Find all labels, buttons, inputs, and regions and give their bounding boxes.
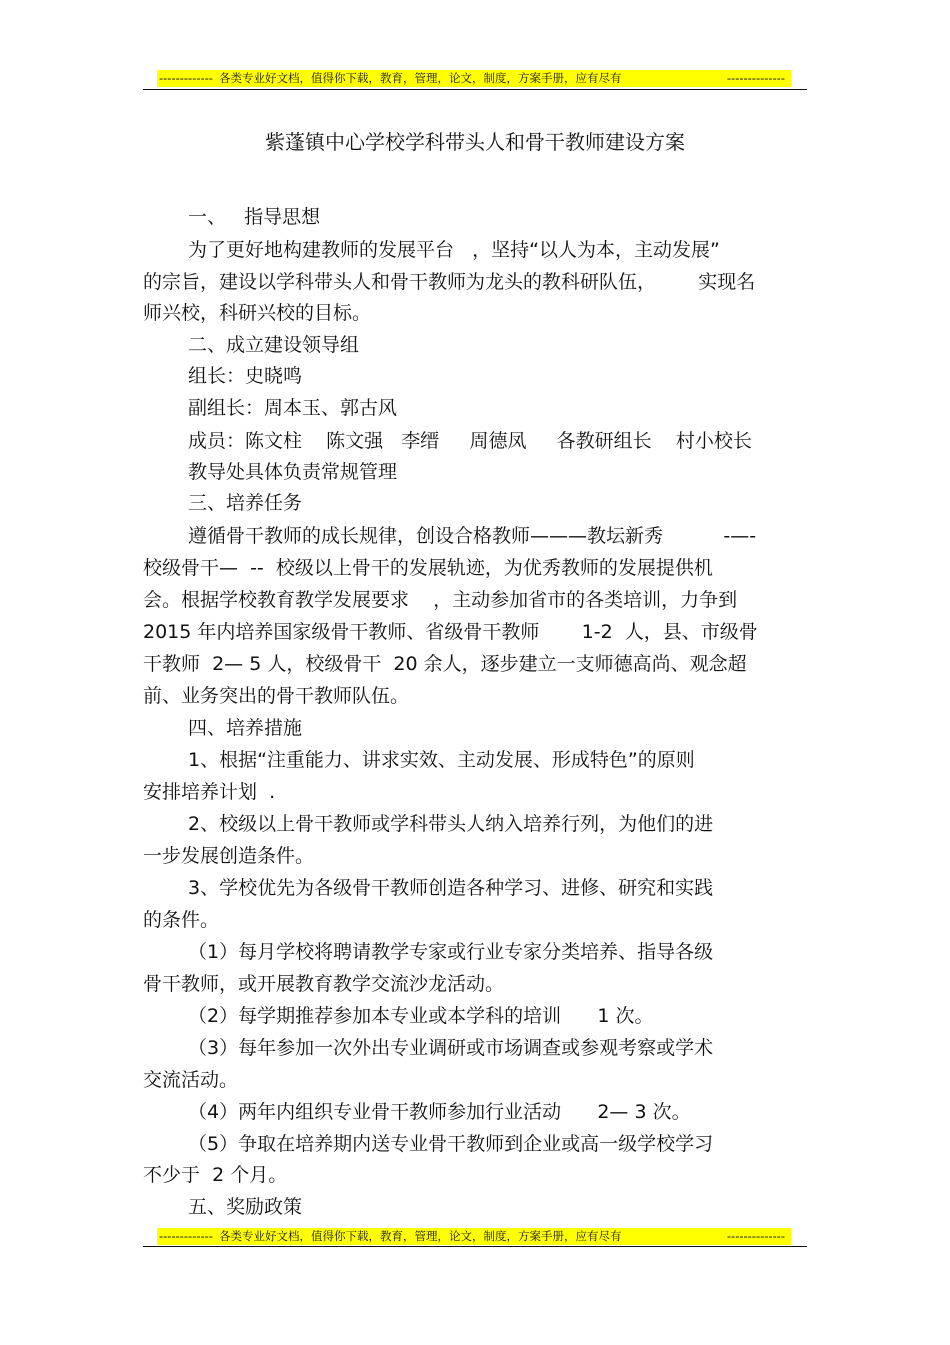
body-line: 成员：陈文柱 陈文强 李缙 周德凤 各教研组长 村小校长 — [188, 430, 752, 452]
footer-banner — [157, 1228, 791, 1245]
body-line: 骨干教师，或开展教育教学交流沙龙活动。 — [143, 973, 505, 995]
body-line: （4）两年内组织专业骨干教师参加行业活动 2— 3 次。 — [188, 1101, 691, 1123]
body-line: 前、业务突出的骨干教师队伍。 — [143, 685, 410, 707]
body-line: 不少于 2 个月。 — [143, 1164, 288, 1186]
document-title: 紫蓬镇中心学校学科带头人和骨干教师建设方案 — [265, 130, 685, 154]
body-line: 为了更好地构建教师的发展平台 ，坚持“以人为本，主动发展” — [188, 239, 720, 261]
body-line: 1、根据“注重能力、讲求实效、主动发展、形成特色”的原则 — [188, 749, 695, 771]
body-line: 遵循骨干教师的成长规律，创设合格教师———教坛新秀 -—- — [188, 525, 757, 547]
body-line: （2）每学期推荐参加本专业或本学科的培训 1 次。 — [188, 1005, 654, 1027]
footer-banner-dashes-right: -------------- — [726, 1229, 785, 1243]
body-line: 的条件。 — [143, 909, 220, 931]
section-heading-2: 二、成立建设领导组 — [188, 334, 360, 356]
body-line: 校级骨干— -- 校级以上骨干的发展轨迹，为优秀教师的发展提供机 — [143, 557, 713, 579]
header-rule — [143, 89, 807, 90]
body-line: 教导处具体负责常规管理 — [188, 461, 398, 483]
body-line: 组长：史晓鸣 — [188, 365, 303, 387]
section-heading-1: 一、 指导思想 — [188, 206, 321, 228]
body-line: （1）每月学校将聘请教学专家或行业专家分类培养、指导各级 — [188, 941, 714, 963]
section-heading-3: 三、培养任务 — [188, 492, 303, 514]
header-banner-text: 各类专业好文档，值得你下载，教育，管理，论文，制度，方案手册，应有尽有 — [219, 71, 622, 85]
body-line: 干教师 2— 5 人，校级骨干 20 余人，逐步建立一支师德高尚、观念超 — [143, 653, 747, 675]
body-line: 2015 年内培养国家级骨干教师、省级骨干教师 1-2 人，县、市级骨 — [143, 621, 758, 643]
header-banner-dashes-left: ------------- — [159, 71, 213, 85]
body-line: 2、校级以上骨干教师或学科带头人纳入培养行列，为他们的进 — [188, 813, 714, 835]
body-line: （3）每年参加一次外出专业调研或市场调查或参观考察或学术 — [188, 1037, 714, 1059]
section-heading-5: 五、奖励政策 — [188, 1196, 303, 1218]
body-line: 3、学校优先为各级骨干教师创造各种学习、进修、研究和实践 — [188, 877, 714, 899]
header-banner — [157, 70, 791, 87]
header-banner-dashes-right: -------------- — [726, 71, 785, 85]
body-line: 的宗旨，建设以学科带头人和骨干教师为龙头的教科研队伍， 实现名 — [143, 271, 756, 293]
body-line: （5）争取在培养期内送专业骨干教师到企业或高一级学校学习 — [188, 1133, 714, 1155]
footer-banner-text: 各类专业好文档，值得你下载，教育，管理，论文，制度，方案手册，应有尽有 — [219, 1229, 622, 1243]
body-line: 副组长：周本玉、郭古风 — [188, 397, 398, 419]
body-line: 一步发展创造条件。 — [143, 845, 315, 867]
body-line: 交流活动。 — [143, 1069, 239, 1091]
body-line: 安排培养计划 . — [143, 781, 276, 803]
body-line: 师兴校，科研兴校的目标。 — [143, 302, 372, 324]
footer-rule — [143, 1246, 807, 1247]
body-line: 会。根据学校教育教学发展要求 ，主动参加省市的各类培训，力争到 — [143, 589, 738, 611]
section-heading-4: 四、培养措施 — [188, 717, 303, 739]
footer-banner-dashes-left: ------------- — [159, 1229, 213, 1243]
